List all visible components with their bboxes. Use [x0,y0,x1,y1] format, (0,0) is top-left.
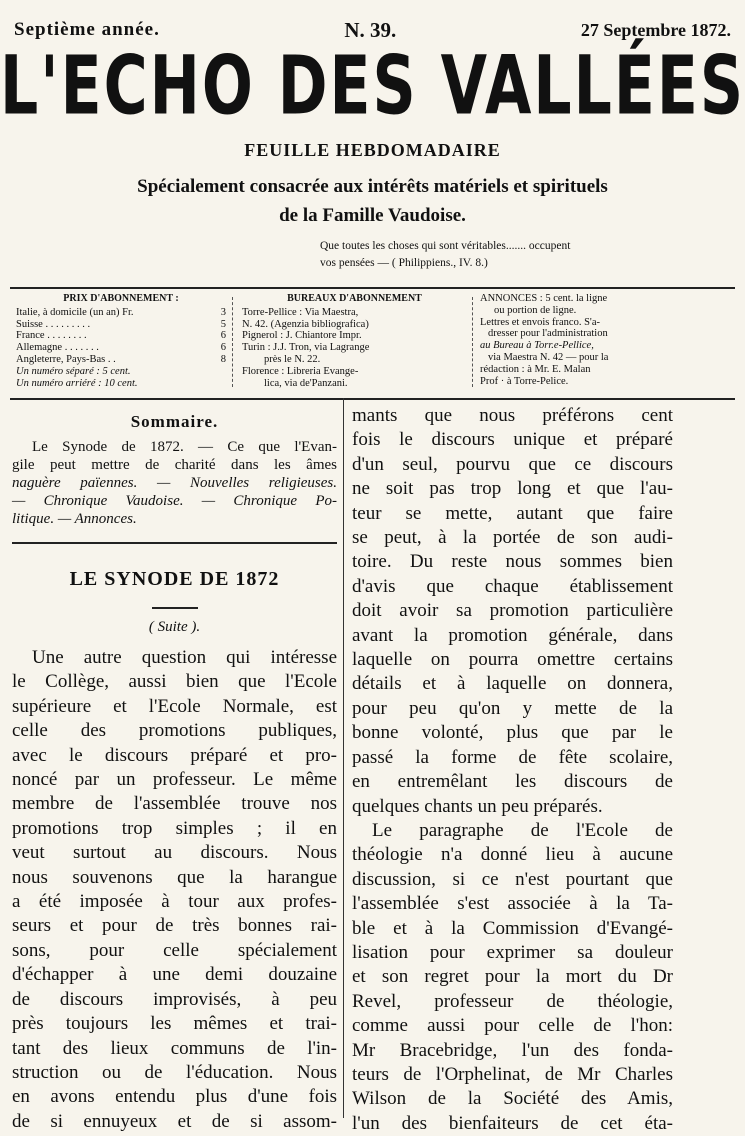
article-line: pour peu qu'on y mette de la [352,697,673,719]
article-line: Mr Bracebridge, l'un des fonda- [352,1039,673,1061]
bureaux-line: N. 42. (Agenzia bibliografica) [242,318,369,330]
article-line: quelques chants un peu préparés. [352,795,603,817]
issue-date: 27 Septembre 1872. [580,19,731,40]
article-line: ble et à la Commission d'Evangé- [352,917,673,939]
article-line: avant la promotion générale, dans [352,624,673,646]
bureaux-line: Florence : Libreria Evange- [242,365,359,377]
prix-value: 6 [220,342,226,354]
bureaux-line: Turin : J.J. Tron, via Lagrange [242,342,370,354]
article-line: ne soit pas trop long et que l'au- [352,478,673,500]
article-line: membre de l'assemblée trouve nos [12,793,337,815]
column-separator [232,297,233,387]
prix-row [16,319,226,331]
left-column [12,404,337,1134]
sommaire-line: gile peut mettre de charité dans les âmes [12,457,337,473]
column-separator [472,297,473,387]
sommaire-line: Le Synode de 1872. — Ce que l'Evan- [32,439,337,455]
prix-column [16,293,226,389]
article-line: laquelle on pourra omettre certains [352,649,673,671]
prix-title: PRIX D'ABONNEMENT : [63,293,179,304]
annonces-column [480,293,738,387]
annonces-line: ou portion de ligne. [494,304,577,316]
subtitle: FEUILLE HEBDOMADAIRE [244,140,501,160]
article-line: celle des promotions publiques, [12,720,337,742]
sommaire-body [12,438,337,528]
article-body-left [12,646,337,1134]
article-line: avec le discours préparé et pro- [12,744,337,766]
masthead-title: L'ECHO DES VALLÉES [0,39,745,134]
tagline [0,172,745,230]
prix-row [16,330,226,342]
tagline-line: Spécialement consacrée aux intérêts matériels et spirituels [137,176,608,197]
article-body-right [352,404,673,1136]
annonces-line: rédaction : à Mr. E. Malan [480,363,591,375]
article-line: noncé par un professeur. Le même [12,769,337,791]
bureaux-column [242,293,467,389]
article-line: et son regret pour la mort du Dr [352,966,673,988]
annonces-line: Lettres et envois franco. S'a- [480,316,600,328]
divider [10,398,735,400]
article-line: seurs et pour de très bonnes rai- [12,915,337,937]
article-line: doit avoir sa promotion particulière [352,600,673,622]
article-line: le Collège, aussi bien que l'Ecole [12,671,337,693]
article-line: de si ennuyeux et de si assom- [12,1110,337,1132]
prix-row [16,307,226,319]
prix-label: Allemagne . . . . . . . [16,342,99,354]
article-line: en avons entendu plus d'une fois [12,1086,337,1108]
article-line: d'un seul, pourvu que ce discours [352,453,673,475]
article-line: fois le discours unique et préparé [352,429,673,451]
bureaux-title: BUREAUX D'ABONNEMENT [287,293,422,304]
annonces-line: dresser pour l'administration [488,328,608,340]
sommaire-line: naguère païennes. — Nouvelles religieuses. [12,475,337,491]
article-line: supérieure et l'Ecole Normale, est [12,695,337,717]
article-line: Une autre question qui intéresse [32,647,337,668]
article-line: veut surtout au discours. Nous [12,842,337,864]
article-line: d'avis que chaque établissement [352,575,673,597]
annonces-line: Prof · à Torre-Pelice. [480,375,569,387]
article-line: bonne volonté, plus que par le [352,722,673,744]
article-line: en entremêlant les discours de [352,771,673,793]
sommaire-title: Sommaire. [130,412,219,431]
article-line: discussion, si ce n'est pourtant que [352,868,673,890]
article-line: teurs de l'Orphelinat, de Mr Charles [352,1063,673,1085]
article-line: toire. Du reste nous sommes bien [352,551,673,573]
article-line: d'échapper à une demi douzaine [12,964,337,986]
article-line: comme aussi pour celle de l'hon: [352,1015,673,1037]
annonces-line: via Maestra N. 42 — pour la [488,351,609,363]
article-line: l'un des bienfaiteurs de cet éta- [352,1112,673,1134]
issue-number: N. 39. [344,17,397,42]
article-line: promotions trop simples ; il en [12,817,337,839]
bureaux-line: Pignerol : J. Chiantore Impr. [242,330,362,342]
bureaux-line: Torre-Pellice : Via Maestra, [242,306,359,318]
right-column [352,404,673,1136]
epigraph-line: Que toutes les choses qui sont véritables....... occupent [320,240,571,252]
article-line: Wilson de la Société des Amis, [352,1088,673,1110]
sommaire-line: — Chronique Vaudoise. — Chronique Po- [12,493,337,509]
prix-label: Italie, à domicile (un an) Fr. [16,306,134,318]
article-line: nous souvenons que la harangue [12,866,337,888]
epigraph-line: vos pensées — ( Philippiens., IV. 8.) [320,257,488,269]
sommaire-line: litique. — Annonces. [12,511,137,527]
article-line: passé la forme de fête scolaire, [352,746,673,768]
article-line: se peut, à la portée de son audi- [352,527,673,549]
annonces-line: au Bureau à Torr.e-Pellice, [480,340,594,352]
article-line: a été imposée à tour aux profes- [12,891,337,913]
prix-row [16,342,226,354]
prix-value: 6 [220,330,226,342]
article-line: teur se mette, autant que faire [352,502,673,524]
column-divider [343,398,344,1118]
article-line: théologie n'a donné lieu à aucune [352,844,673,866]
subscription-info [10,293,735,393]
article-line: mants que nous préférons cent [352,405,673,426]
prix-label: France . . . . . . . . [16,330,87,342]
divider [10,287,735,289]
article-line: détails et à laquelle on donnera, [352,673,673,695]
prix-label: Suisse . . . . . . . . . [16,318,91,330]
article-line: de discours improvisés, à peu [12,988,337,1010]
epigraph [320,238,730,272]
article-line: Revel, professeur de théologie, [352,990,673,1012]
prix-value: 5 [220,318,226,330]
article-suite: ( Suite ). [148,619,201,635]
article-line: tant des lieux communs de l'in- [12,1037,337,1059]
article-line: près toujours les mêmes et trai- [12,1013,337,1035]
title-dash [152,607,198,609]
article-line: sons, pour celle spécialement [12,939,337,961]
prix-row [16,354,226,366]
prix-value: 3 [220,306,226,318]
article-line: Le paragraphe de l'Ecole de [372,819,673,841]
numero-arriere: Un numéro arriéré : 10 cent. [16,377,138,389]
bureaux-line: près le N. 22. [264,353,321,365]
numero-separe: Un numéro séparé : 5 cent. [16,365,131,377]
article-title: LE SYNODE DE 1872 [69,568,280,590]
article-line: l'assemblée s'est associée à la Ta- [352,893,673,915]
volume-year: Septième année. [14,19,160,40]
bureaux-line: lica, via de'Panzani. [264,377,348,389]
prix-value: 8 [220,353,226,365]
divider [12,542,337,544]
annonces-line: ANNONCES : 5 cent. la ligne [480,293,608,304]
article-line: struction ou de l'éducation. Nous [12,1061,337,1083]
tagline-line: de la Famille Vaudoise. [279,205,466,226]
prix-label: Angleterre, Pays-Bas . . [16,353,116,365]
article-line: lisation pour exprimer sa douleur [352,941,673,963]
